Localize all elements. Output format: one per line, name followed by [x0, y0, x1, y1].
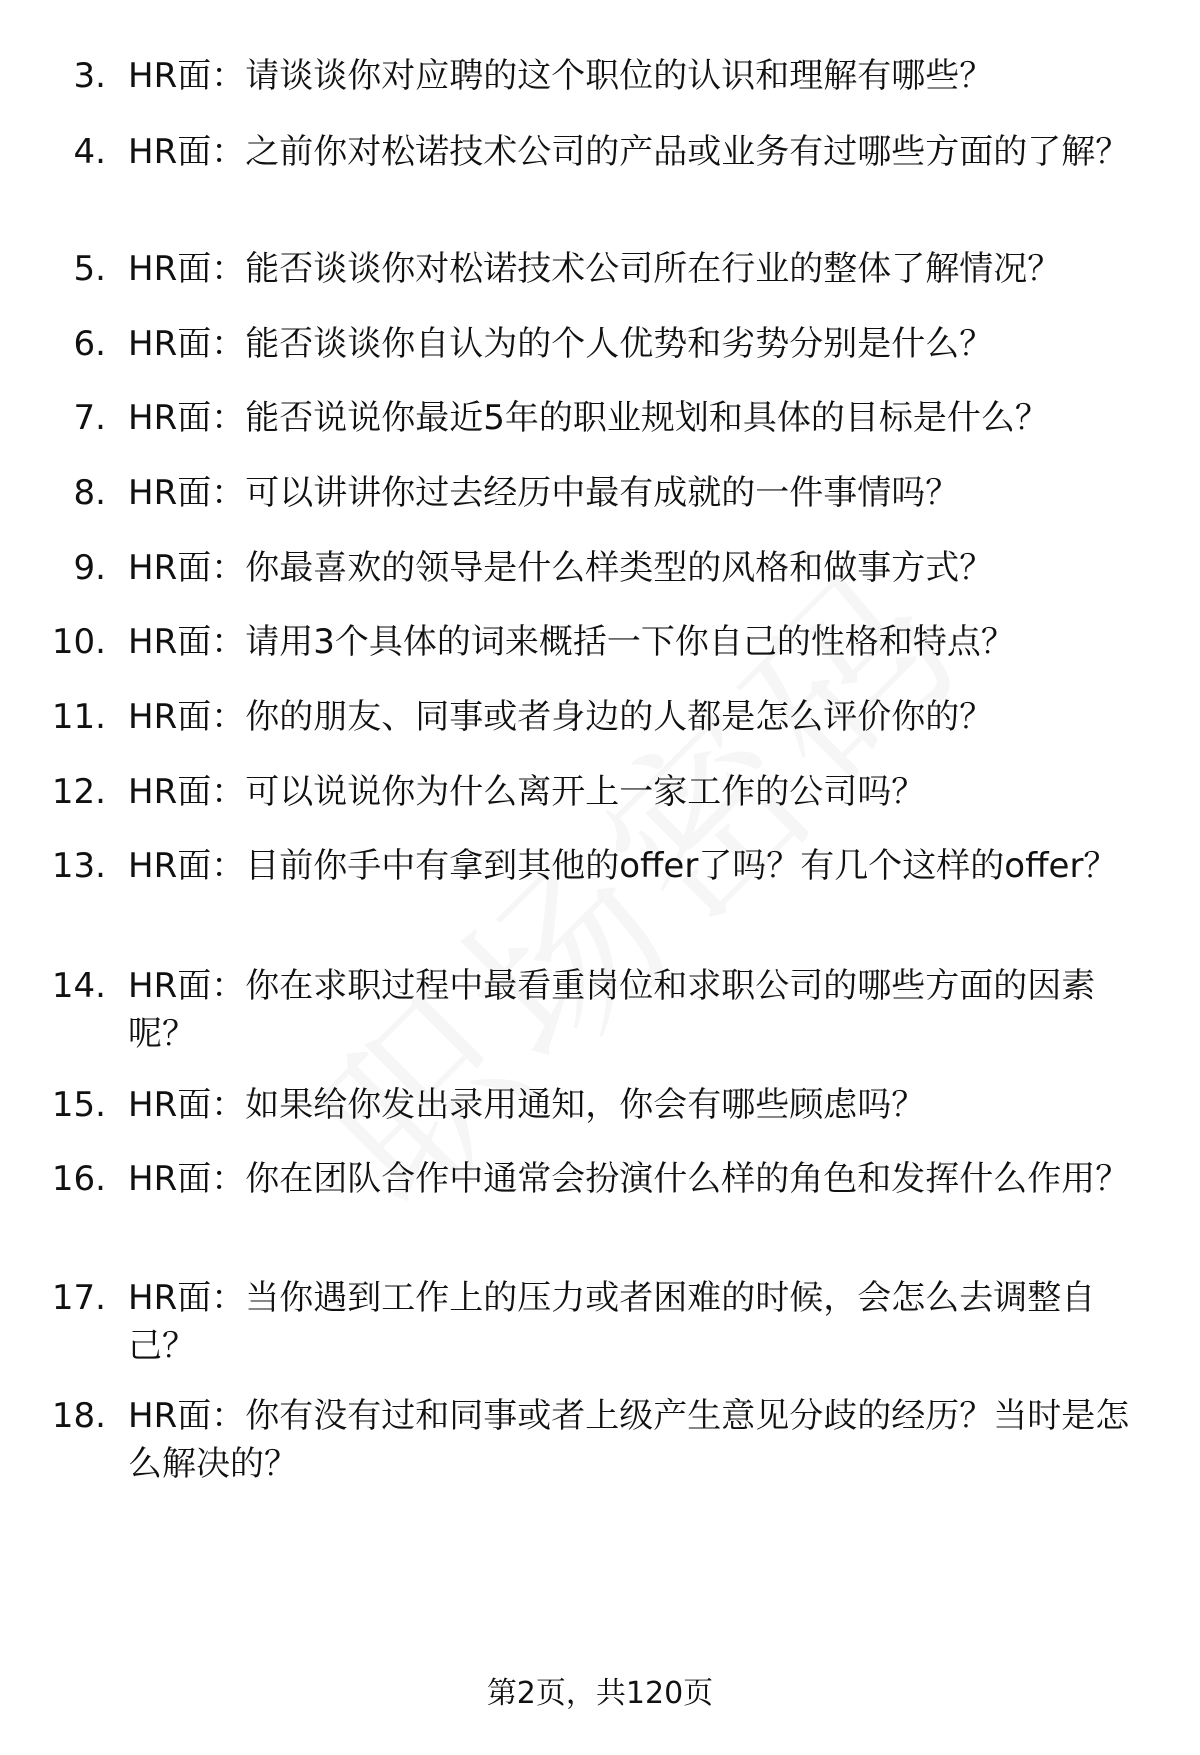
question-number: 17.	[51, 1278, 106, 1318]
question-number: 10.	[51, 622, 106, 662]
question-number: 18.	[51, 1396, 106, 1436]
question-number: 13.	[51, 846, 106, 886]
question-number: 9.	[73, 548, 106, 588]
question-text: HR面：你最喜欢的领导是什么样类型的风格和做事方式？	[128, 548, 994, 588]
question-number: 8.	[73, 473, 106, 513]
question-number: 4.	[73, 132, 106, 172]
question-text: HR面：请用3个具体的词来概括一下你自己的性格和特点？	[128, 622, 1015, 662]
question-number: 12.	[51, 772, 106, 812]
question-text: HR面：请谈谈你对应聘的这个职位的认识和理解有哪些？	[128, 56, 994, 96]
question-text: HR面：能否谈谈你自认为的个人优势和劣势分别是什么？	[128, 324, 994, 364]
question-text: HR面：你的朋友、同事或者身边的人都是怎么评价你的？	[128, 697, 994, 737]
question-number: 11.	[51, 697, 106, 737]
page-footer	[0, 1672, 1200, 1716]
question-text: HR面：你有没有过和同事或者上级产生意见分歧的经历？当时是怎么解决的？	[128, 1396, 1130, 1484]
question-text: HR面：如果给你发出录用通知，你会有哪些顾虑吗？	[128, 1085, 926, 1125]
question-number: 5.	[73, 249, 106, 289]
question-text: HR面：你在求职过程中最看重岗位和求职公司的哪些方面的因素呢？	[128, 966, 1096, 1054]
question-number: 14.	[51, 966, 106, 1006]
question-text: HR面：之前你对松诺技术公司的产品或业务有过哪些方面的了解？	[128, 132, 1130, 172]
question-number: 6.	[73, 324, 106, 364]
question-number: 3.	[73, 56, 106, 96]
question-number: 16.	[51, 1159, 106, 1199]
question-text: HR面：能否谈谈你对松诺技术公司所在行业的整体了解情况？	[128, 249, 1062, 289]
question-text: HR面：可以讲讲你过去经历中最有成就的一件事情吗？	[128, 473, 960, 513]
question-text: HR面：可以说说你为什么离开上一家工作的公司吗？	[128, 772, 926, 812]
question-text: HR面：你在团队合作中通常会扮演什么样的角色和发挥什么作用？	[128, 1159, 1130, 1199]
question-text: HR面：能否说说你最近5年的职业规划和具体的目标是什么？	[128, 398, 1049, 438]
page-number-label: 第2页，共120页	[486, 1676, 714, 1711]
question-number: 7.	[73, 398, 106, 438]
question-text: HR面：当你遇到工作上的压力或者困难的时候，会怎么去调整自己？	[128, 1278, 1096, 1366]
question-text: HR面：目前你手中有拿到其他的offer了吗？有几个这样的offer？	[128, 846, 1118, 886]
question-number: 15.	[51, 1085, 106, 1125]
